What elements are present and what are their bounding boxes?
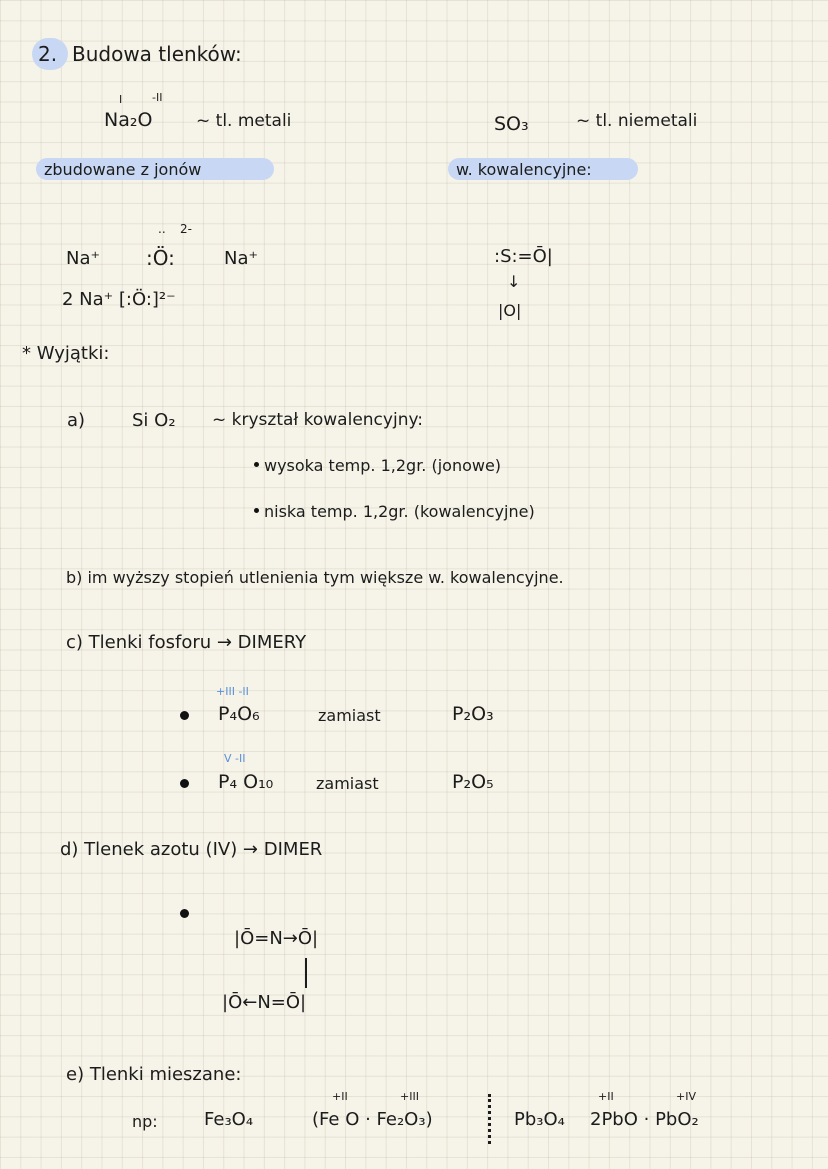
exception-b-text: b) im wyższy stopień utlenienia tym większe w. kowalencyjne. — [66, 568, 564, 587]
covalent-type: ~ tl. niemetali — [576, 111, 698, 131]
ionic-type: ~ tl. metali — [196, 111, 292, 131]
exception-a-bullet-1 — [254, 462, 259, 467]
fe3o4-expanded: (Fe O · Fe₂O₃) — [312, 1109, 433, 1130]
exception-c-text: c) Tlenki fosforu → DIMERY — [66, 632, 307, 653]
fe-ox-2: +II — [332, 1090, 348, 1103]
ion-formula: 2 Na⁺ [:Ö:]²⁻ — [62, 289, 176, 310]
p2o5-formula: P₂O₅ — [452, 771, 494, 793]
exception-d-text: d) Tlenek azotu (IV) → DIMER — [60, 839, 323, 860]
exceptions-heading: * Wyjątki: — [22, 343, 110, 364]
exception-a-item-1: wysoka temp. 1,2gr. (jonowe) — [264, 456, 502, 475]
lewis-so3-top: :S:=Ō| — [494, 246, 553, 267]
exception-e-text: e) Tlenki mieszane: — [66, 1064, 242, 1085]
ionic-note: zbudowane z jonów — [44, 160, 202, 179]
p4o10-bullet — [180, 779, 189, 788]
p4o6-instead: zamiast — [318, 706, 381, 725]
exception-a-bullet-2 — [254, 508, 259, 513]
lewis-dots: .. — [158, 222, 166, 236]
pb-ox-2: +II — [598, 1090, 614, 1103]
covalent-note: w. kowalencyjne: — [456, 160, 592, 179]
ox-state-o: -II — [152, 91, 163, 104]
pb3o4-formula: Pb₃O₄ — [514, 1109, 565, 1130]
p2o3-formula: P₂O₃ — [452, 703, 494, 725]
section-number: 2. — [38, 42, 58, 66]
p4o10-instead: zamiast — [316, 774, 379, 793]
divider-squiggle — [488, 1094, 494, 1144]
n2o4-bond — [305, 958, 307, 988]
exception-a-formula: Si O₂ — [132, 410, 176, 431]
section-title: Budowa tlenków: — [72, 42, 242, 66]
n2o4-bottom: |Ō←N=Ō| — [222, 992, 307, 1013]
dimer-bullet — [180, 909, 189, 918]
p4o6-formula: P₄O₆ — [218, 703, 260, 725]
covalent-formula: SO₃ — [494, 113, 529, 135]
example-label: np: — [132, 1112, 158, 1131]
lewis-so3-bottom: |O| — [498, 301, 522, 320]
p4o10-formula: P₄ O₁₀ — [218, 771, 274, 793]
ionic-formula: Na₂O — [104, 109, 153, 131]
fe3o4-formula: Fe₃O₄ — [204, 1109, 254, 1130]
p4o6-ox-states: +III -II — [216, 685, 249, 698]
exception-a-desc: ~ kryształ kowalencyjny: — [212, 410, 424, 430]
exception-a-label: a) — [67, 410, 86, 431]
lewis-charge: 2- — [180, 222, 192, 236]
exception-a-item-2: niska temp. 1,2gr. (kowalencyjne) — [264, 502, 535, 521]
p4o6-bullet — [180, 711, 189, 720]
fe-ox-3: +III — [400, 1090, 419, 1103]
p4o10-ox-states: V -II — [224, 752, 246, 765]
pb3o4-expanded: 2PbO · PbO₂ — [590, 1109, 699, 1130]
lewis-na-left: Na⁺ — [66, 248, 100, 269]
ox-state-na: I — [119, 93, 123, 106]
pb-ox-4: +IV — [676, 1090, 696, 1103]
lewis-na-right: Na⁺ — [224, 248, 258, 269]
lewis-so3-arrow: ↓ — [507, 272, 521, 291]
lewis-oxygen: :Ö: — [146, 246, 175, 270]
n2o4-top: |Ō=N→Ō| — [234, 928, 319, 949]
